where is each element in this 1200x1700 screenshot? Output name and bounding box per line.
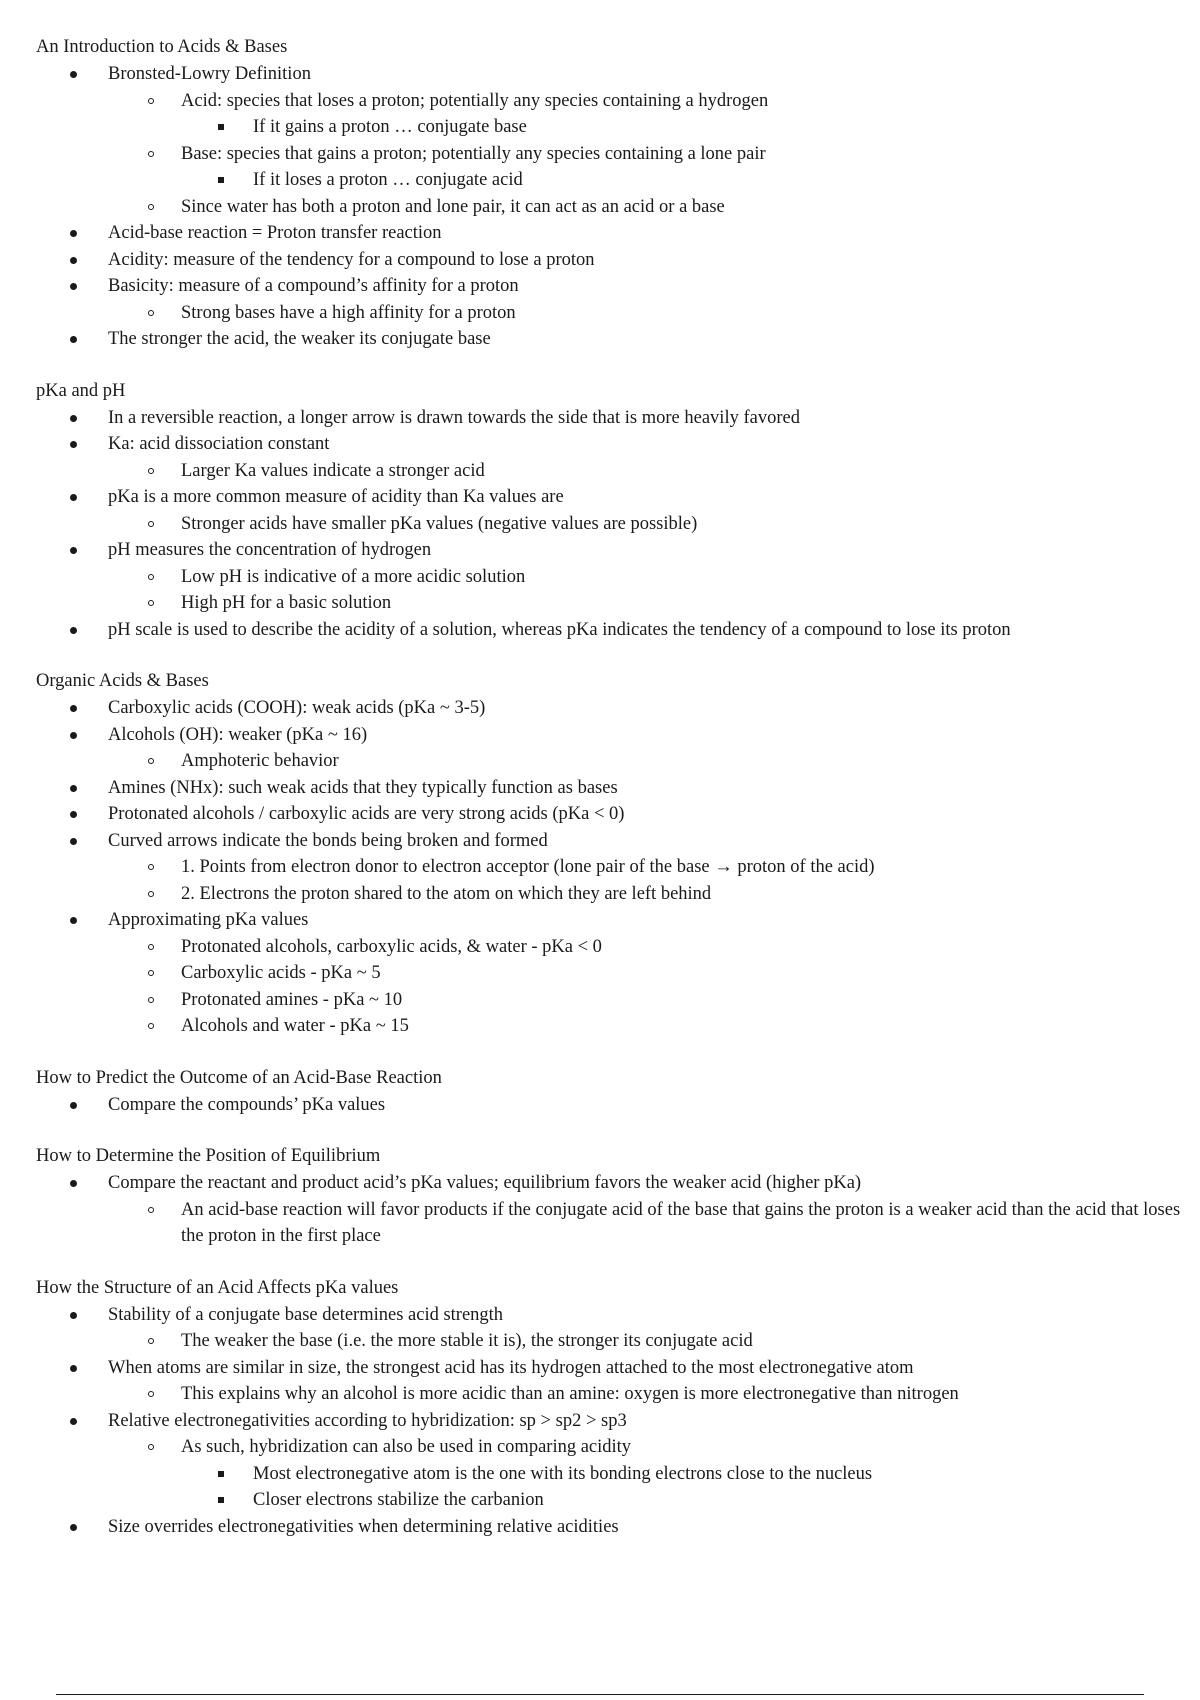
list-item-text: Closer electrons stabilize the carbanion <box>253 1490 544 1510</box>
list-item-text: pH scale is used to describe the acidity of a solution, whereas pKa indicates the tendency of a compound to lose its proton <box>108 619 1011 640</box>
list-item-text: If it loses a proton … conjugate acid <box>253 170 523 190</box>
list-item <box>108 220 1196 247</box>
list-item-text: Size overrides electronegativities when determining relative acidities <box>108 1516 619 1537</box>
list-item <box>108 1355 1196 1382</box>
list-item <box>108 1170 1196 1197</box>
list-item <box>108 431 1196 458</box>
list-item-text: The stronger the acid, the weaker its conjugate base <box>108 329 491 349</box>
list-item-text: As such, hybridization can also be used in comparing acidity <box>181 1437 632 1457</box>
section-title: How to Determine the Position of Equilibrium <box>36 1146 381 1166</box>
list-item <box>181 881 1196 908</box>
list-item <box>108 775 1196 802</box>
list-item <box>108 247 1196 274</box>
list-item <box>108 61 1196 88</box>
list-item-text: Stability of a conjugate base determines acid strength <box>108 1304 504 1325</box>
list-item-text: If it gains a proton … conjugate base <box>253 117 527 137</box>
footer-divider <box>56 1694 1144 1695</box>
list-item-text: Alcohols (OH): weaker (pKa ~ 16) <box>108 724 368 745</box>
list-item-text: Acidity: measure of the tendency for a compound to lose a proton <box>108 249 595 270</box>
list-item <box>108 828 1196 855</box>
section-title: An Introduction to Acids & Bases <box>36 37 288 57</box>
section <box>36 668 1196 1040</box>
bullet-list <box>36 405 1196 644</box>
list-item-text: Ka: acid dissociation constant <box>108 434 330 454</box>
list-item <box>181 1197 1196 1250</box>
list-item <box>108 722 1196 749</box>
list-item-text: An acid-base reaction will favor products if the conjugate acid of the base that gains the proton is a weaker acid than the acid that loses the proton in the first place <box>181 1199 1181 1246</box>
list-item-text: Compare the reactant and product acid’s pKa values; equilibrium favors the weaker acid (higher pKa) <box>108 1173 862 1193</box>
list-item-text: When atoms are similar in size, the strongest acid has its hydrogen attached to the most electronegative atom <box>108 1357 914 1378</box>
list-item-text: Base: species that gains a proton; potentially any species containing a lone pair <box>181 143 766 164</box>
list-item <box>108 273 1196 300</box>
bullet-list <box>36 1170 1196 1250</box>
list-item-text: Bronsted-Lowry Definition <box>108 64 311 84</box>
bullet-list <box>36 695 1196 1040</box>
list-item-text: Strong bases have a high affinity for a proton <box>181 302 516 323</box>
list-item <box>181 511 1196 538</box>
list-item <box>253 114 1196 141</box>
list-item-text: Acid: species that loses a proton; potentially any species containing a hydrogen <box>181 90 769 111</box>
bullet-list <box>36 1092 1196 1119</box>
list-item-text: pH measures the concentration of hydrogen <box>108 540 432 560</box>
list-item-text: Larger Ka values indicate a stronger acid <box>181 460 485 481</box>
list-item <box>108 1408 1196 1435</box>
list-item-text: 2. Electrons the proton shared to the atom on which they are left behind <box>181 883 712 904</box>
section-title: pKa and pH <box>36 380 126 401</box>
list-item <box>108 801 1196 828</box>
list-item-text: Stronger acids have smaller pKa values (negative values are possible) <box>181 513 698 534</box>
notes-document <box>36 34 1196 1565</box>
list-item <box>108 484 1196 511</box>
list-item <box>181 748 1196 775</box>
list-item <box>181 194 1196 221</box>
list-item <box>108 1302 1196 1329</box>
list-item <box>181 987 1196 1014</box>
list-item-text: Protonated alcohols, carboxylic acids, & water - pKa < 0 <box>181 936 602 957</box>
list-item-text: Since water has both a proton and lone pair, it can act as an acid or a base <box>181 196 725 217</box>
list-item <box>181 141 1196 168</box>
list-item-text: Amphoteric behavior <box>181 751 339 771</box>
list-item-text: Protonated alcohols / carboxylic acids are very strong acids (pKa < 0) <box>108 804 625 824</box>
list-item <box>181 854 1196 881</box>
list-item <box>181 934 1196 961</box>
list-item <box>108 326 1196 353</box>
list-item <box>108 1514 1196 1541</box>
list-item-text: In a reversible reaction, a longer arrow is drawn towards the side that is more heavily favored <box>108 407 800 428</box>
list-item <box>181 960 1196 987</box>
section <box>36 1143 1196 1250</box>
list-item-text: High pH for a basic solution <box>181 593 392 613</box>
list-item-text: Protonated amines - pKa ~ 10 <box>181 989 403 1010</box>
list-item-text: 1. Points from electron donor to electron acceptor (lone pair of the base → proton of the acid) <box>181 857 875 877</box>
list-item <box>108 907 1196 934</box>
list-item <box>181 300 1196 327</box>
list-item-text: The weaker the base (i.e. the more stable it is), the stronger its conjugate acid <box>181 1331 753 1351</box>
section-title: How to Predict the Outcome of an Acid-Base Reaction <box>36 1067 442 1088</box>
bullet-list <box>36 1302 1196 1541</box>
list-item <box>253 167 1196 194</box>
list-item-text: Low pH is indicative of a more acidic solution <box>181 566 526 587</box>
list-item-text: Curved arrows indicate the bonds being broken and formed <box>108 830 548 851</box>
list-item-text: Acid-base reaction = Proton transfer reaction <box>108 223 442 243</box>
list-item-text: pKa is a more common measure of acidity than Ka values are <box>108 487 564 507</box>
list-item <box>108 405 1196 432</box>
list-item <box>181 1381 1196 1408</box>
list-item <box>181 1328 1196 1355</box>
list-item <box>181 88 1196 115</box>
list-item <box>253 1487 1196 1514</box>
list-item <box>181 458 1196 485</box>
section <box>36 1065 1196 1119</box>
list-item <box>108 695 1196 722</box>
list-item <box>108 537 1196 564</box>
list-item-text: Basicity: measure of a compound’s affinity for a proton <box>108 276 519 296</box>
list-item-text: Approximating pKa values <box>108 910 309 930</box>
list-item <box>181 1434 1196 1461</box>
list-item-text: Alcohols and water - pKa ~ 15 <box>181 1016 409 1036</box>
section <box>36 1275 1196 1541</box>
section <box>36 34 1196 353</box>
list-item-text: Most electronegative atom is the one with its bonding electrons close to the nucleus <box>253 1463 873 1484</box>
section <box>36 378 1196 644</box>
list-item <box>108 617 1196 644</box>
list-item <box>181 1013 1196 1040</box>
list-item <box>181 564 1196 591</box>
section-title: Organic Acids & Bases <box>36 671 209 691</box>
list-item-text: Amines (NHx): such weak acids that they typically function as bases <box>108 777 618 798</box>
list-item-text: Carboxylic acids (COOH): weak acids (pKa ~ 3-5) <box>108 698 486 718</box>
list-item-text: Carboxylic acids - pKa ~ 5 <box>181 963 381 983</box>
list-item <box>181 590 1196 617</box>
section-title: How the Structure of an Acid Affects pKa values <box>36 1277 399 1298</box>
list-item-text: Compare the compounds’ pKa values <box>108 1094 386 1115</box>
list-item <box>253 1461 1196 1488</box>
bullet-list <box>36 61 1196 353</box>
list-item-text: This explains why an alcohol is more acidic than an amine: oxygen is more electronegative than nitrogen <box>181 1384 959 1404</box>
list-item-text: Relative electronegativities according to hybridization: sp > sp2 > sp3 <box>108 1410 627 1431</box>
list-item <box>108 1092 1196 1119</box>
